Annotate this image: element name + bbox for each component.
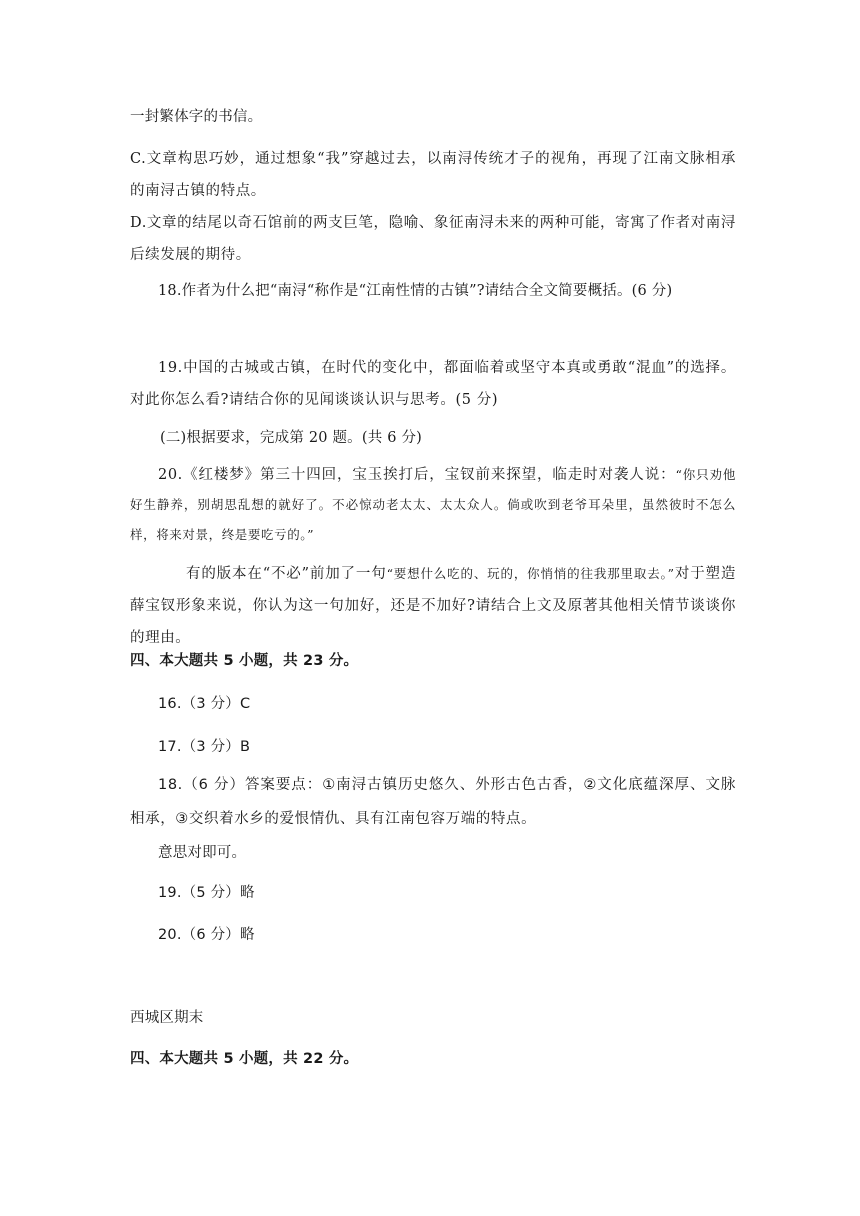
answer-18: 18.（6 分）答案要点：①南浔古镇历史悠久、外形古色古香，②文化底蕴深厚、文脉相承，③交织着水乡的爱恨情仇、具有江南包容万端的特点。 — [130, 777, 736, 827]
question-20-p2-lead: 有的版本在“不必”前加了一句 — [186, 566, 387, 582]
question-20-intro: 20.《红楼梦》第三十四回，宝玉挨打后，宝钗前来探望，临走时对袭人说： — [158, 467, 676, 483]
answer-19: 19.（5 分）略 — [158, 885, 255, 901]
answers-heading: 四、本大题共 5 小题，共 23 分。 — [130, 653, 359, 669]
section-title: 西城区期末 — [130, 1010, 204, 1026]
question-20-paragraph-2 — [130, 558, 736, 654]
answer-20: 20.（6 分）略 — [158, 927, 255, 943]
question-20-p2-quote: “要想什么吃的、玩的，你悄悄的往我那里取去。” — [386, 566, 675, 581]
answer-16: 16.（3 分）C — [158, 696, 251, 712]
option-b-tail: 一封繁体字的书信。 — [130, 109, 263, 125]
answer-17: 17.（3 分）B — [158, 739, 251, 755]
question-20-p2-rest: 对于塑造薛宝钗形象来说，你认为这一句加好，还是不加好?请结合上文及原著其他相关情节谈谈你的理由。 — [130, 566, 736, 646]
question-20 — [130, 460, 736, 550]
question-20-quote: “你只劝他好生静养，别胡思乱想的就好了。不必惊动老太太、太太众人。倘或吹到老爷耳朵里，虽然彼时不怎么样，将来对景，终是要吃亏的。” — [130, 467, 736, 542]
option-d: D.文章的结尾以奇石馆前的两支巨笔，隐喻、象征南浔未来的两种可能，寄寓了作者对南浔后续发展的期待。 — [130, 215, 736, 263]
section-2-heading: (二)根据要求，完成第 20 题。(共 6 分) — [160, 430, 423, 446]
option-c: C.文章构思巧妙，通过想象“我”穿越过去，以南浔传统才子的视角，再现了江南文脉相承的南浔古镇的特点。 — [130, 151, 736, 199]
answer-18-note: 意思对即可。 — [158, 845, 247, 861]
question-18: 18.作者为什么把“南浔“称作是“江南性情的古镇”?请结合全文简要概括。(6 分) — [158, 283, 673, 299]
section-heading: 四、本大题共 5 小题，共 22 分。 — [130, 1051, 359, 1067]
question-19: 19.中国的古城或古镇，在时代的变化中，都面临着或坚守本真或勇敢“混血”的选择。对此你怎么看?请结合你的见闻谈谈认识与思考。(5 分) — [130, 360, 736, 408]
